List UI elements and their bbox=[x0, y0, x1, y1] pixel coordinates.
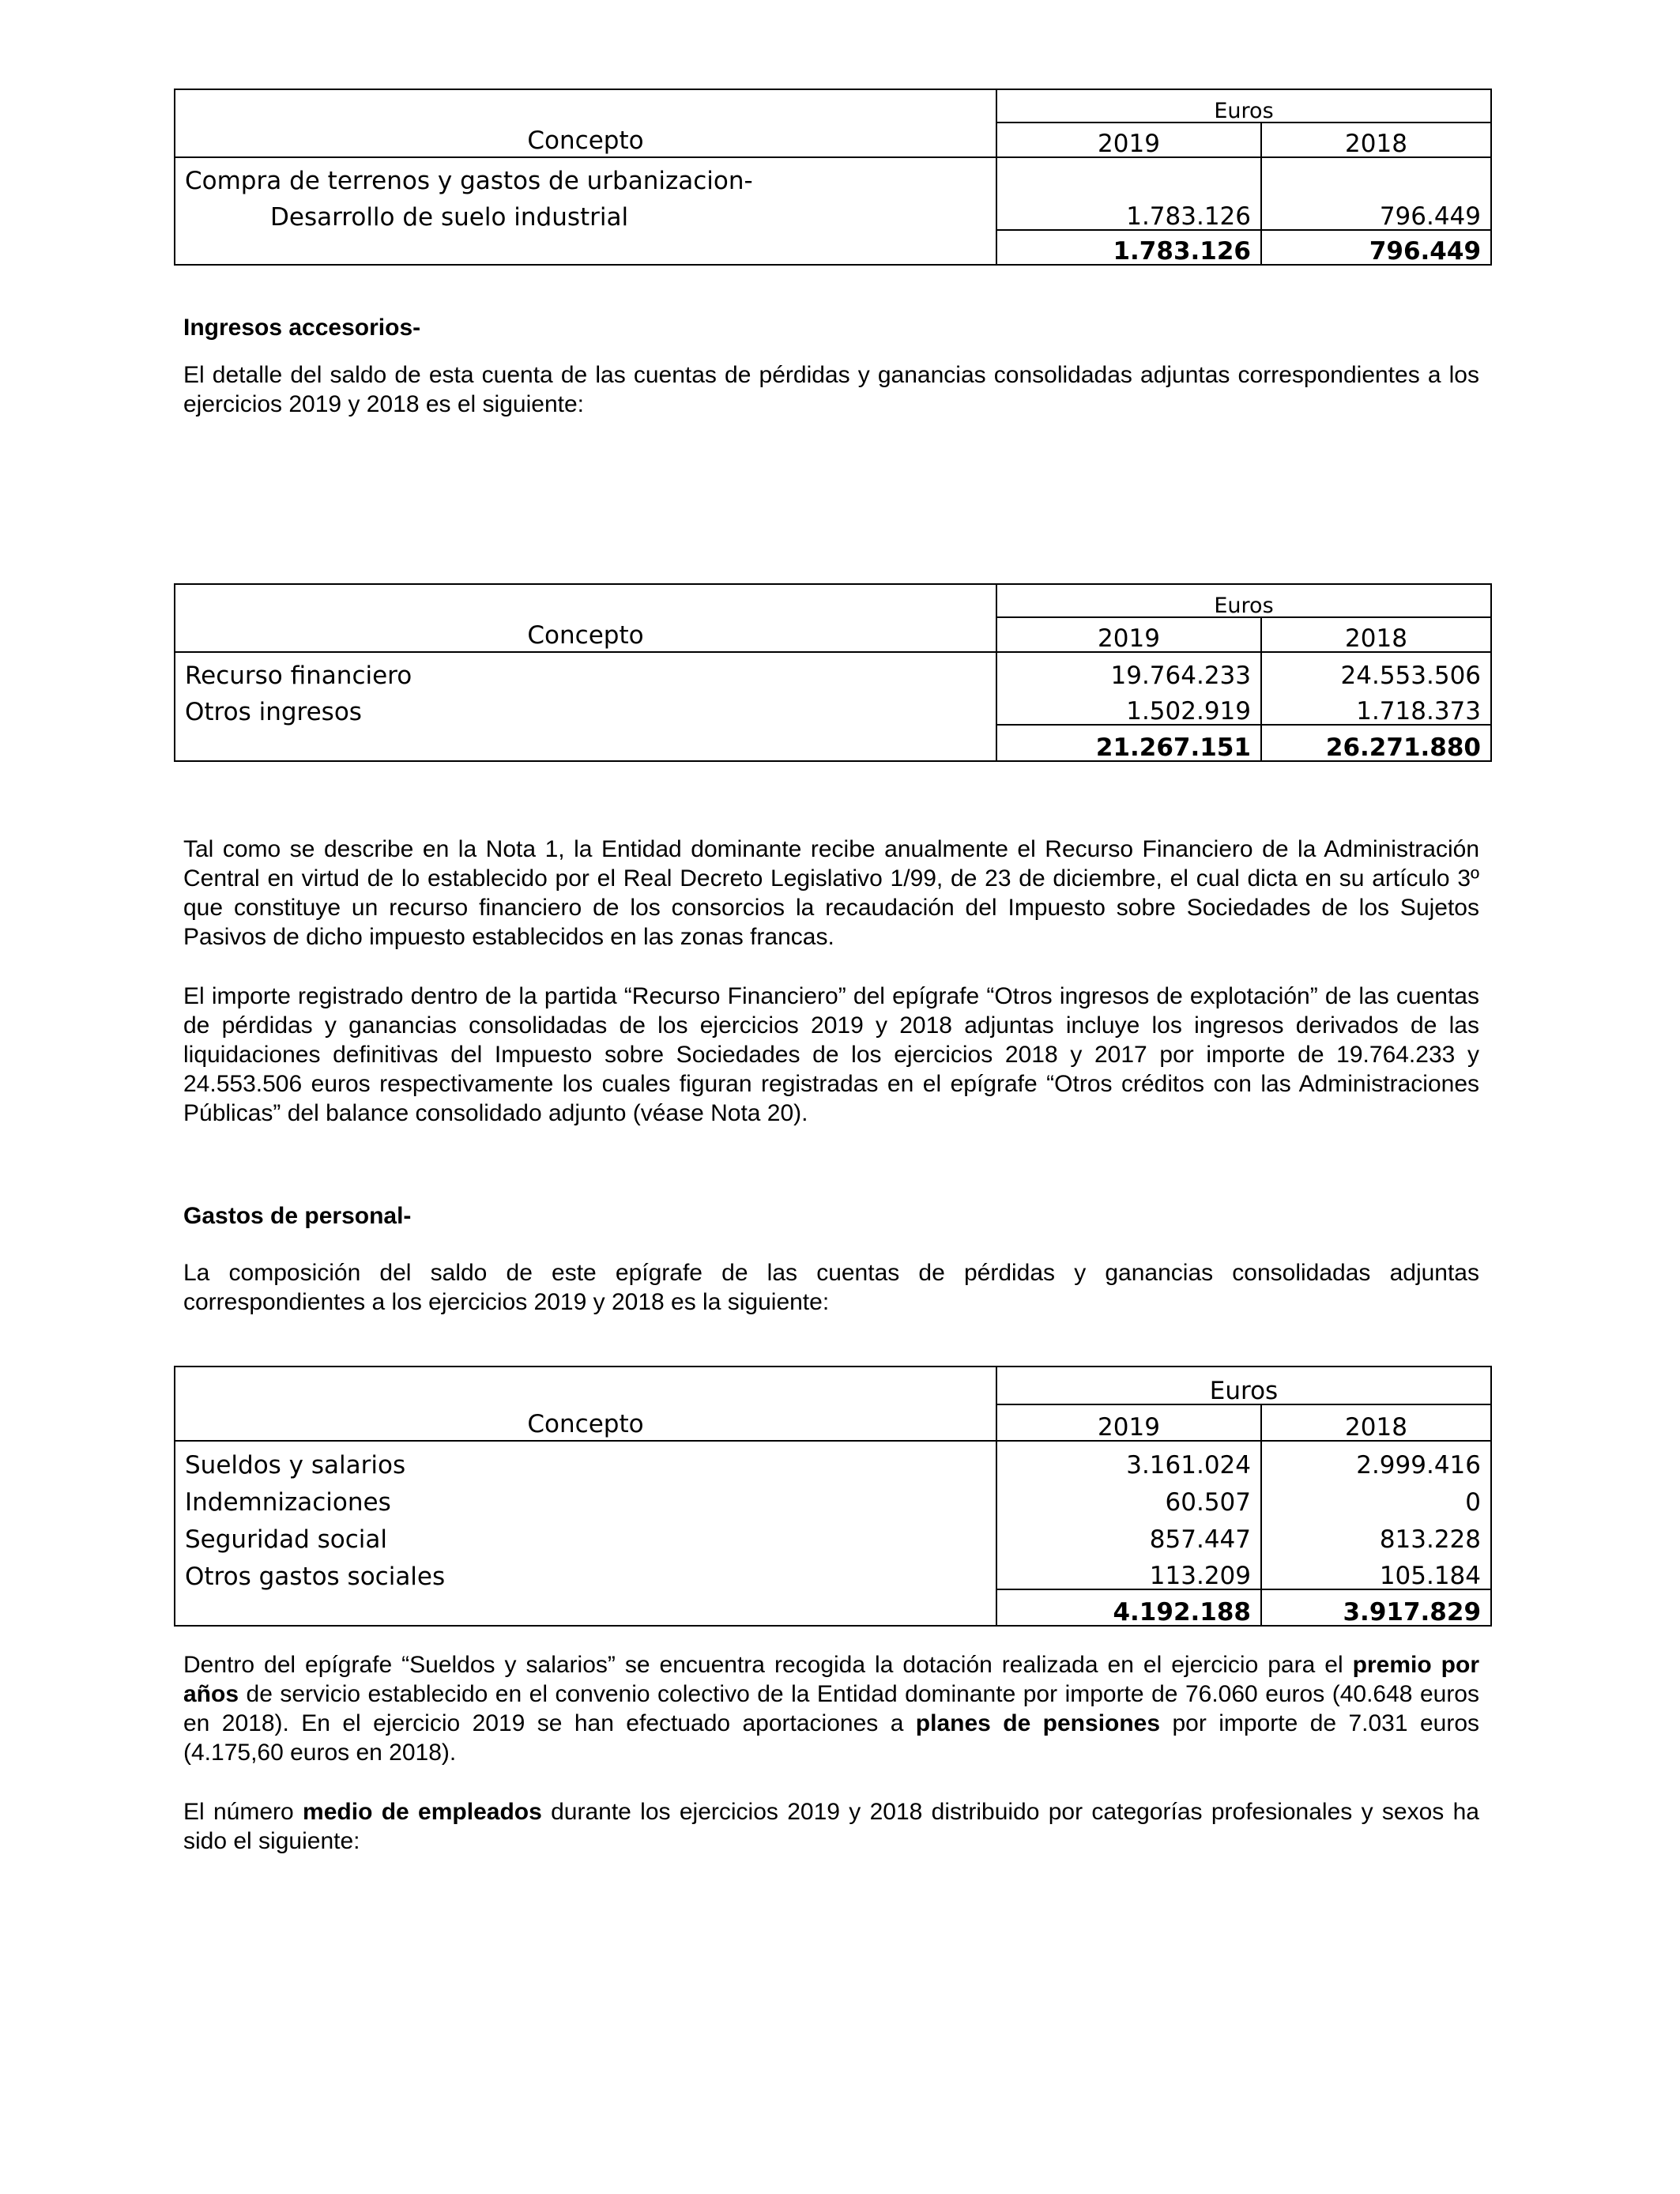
total-2018: 3.917.829 bbox=[1261, 1589, 1491, 1626]
row-value-2018: 2.999.416 bbox=[1261, 1441, 1491, 1478]
ingresos-intro: El detalle del saldo de esta cuenta de las cuentas de pérdidas y ganancias consolidadas adjuntas correspondientes a los ejercicios 2019 y 2018 es el siguiente: bbox=[183, 362, 1479, 417]
table-row bbox=[175, 652, 1491, 688]
sueldos-paragraph bbox=[183, 1650, 1479, 1767]
sueldos-bold-2: planes de pensiones bbox=[915, 1710, 1161, 1736]
concepto-header: Concepto bbox=[175, 584, 996, 652]
total-2018: 26.271.880 bbox=[1261, 725, 1491, 761]
sueldos-text-2: de servicio establecido en el convenio colectivo de la Entidad dominante por importe de 76.060 euros (40.648 euros en 2018). En el ejercicio 2019 se han efectuado aportaciones a bbox=[183, 1681, 1479, 1736]
row-value-2018: 0 bbox=[1261, 1478, 1491, 1515]
table-row bbox=[175, 194, 1491, 230]
row-label: Recurso financiero bbox=[175, 652, 996, 688]
personal-heading: Gastos de personal- bbox=[183, 1203, 412, 1229]
concepto-header: Concepto bbox=[175, 1367, 996, 1441]
row-label: Otros ingresos bbox=[175, 688, 996, 725]
table-row bbox=[175, 688, 1491, 725]
row-label: Sueldos y salarios bbox=[175, 1441, 996, 1478]
year-2018-header: 2018 bbox=[1261, 1404, 1491, 1441]
table-row bbox=[175, 1441, 1491, 1478]
row-group-label: Compra de terrenos y gastos de urbanizacion- bbox=[175, 157, 996, 194]
euros-header: Euros bbox=[996, 584, 1491, 617]
sueldos-text-1: Dentro del epígrafe “Sueldos y salarios” se encuentra recogida la dotación realizada en el ejercicio para el bbox=[183, 1652, 1353, 1678]
row-value-2018: 1.718.373 bbox=[1261, 688, 1491, 725]
total-row bbox=[175, 725, 1491, 761]
terrenos-table bbox=[174, 89, 1492, 266]
importe-paragraph: El importe registrado dentro de la partida “Recurso Financiero” del epígrafe “Otros ingresos de explotación” de las cuentas de pérdidas y ganancias consolidadas de los ejercicios 2019 y 2018 adjuntas incluye los ingresos derivados de las liquidaciones definitivas del Impuesto sobre Sociedades de los ejercicios 2018 y 2017 por importe de 19.764.233 y 24.553.506 euros respectivamente los cuales figuran registradas en el epígrafe “Otros créditos con las Administraciones Públicas” del balance consolidado adjunto (véase Nota 20). bbox=[183, 983, 1479, 1126]
total-row bbox=[175, 230, 1491, 265]
row-value-2019: 19.764.233 bbox=[996, 652, 1261, 688]
total-2019: 4.192.188 bbox=[996, 1589, 1261, 1626]
nota1-paragraph: Tal como se describe en la Nota 1, la Entidad dominante recibe anualmente el Recurso Financiero de la Administración Central en virtud de lo establecido por el Real Decreto Legislativo 1/99, de 23 de diciembre, el cual dicta en su artículo 3º que constituye un recurso financiero de los consorcios la recaudación del Impuesto sobre Sociedades de los Sujetos Pasivos de dicho impuesto establecidos en las zonas francas. bbox=[183, 836, 1479, 950]
row-label: Seguridad social bbox=[175, 1515, 996, 1552]
row-label: Otros gastos sociales bbox=[175, 1552, 996, 1589]
row-value-2019: 60.507 bbox=[996, 1478, 1261, 1515]
ingresos-heading: Ingresos accesorios- bbox=[183, 315, 421, 341]
ingresos-table bbox=[174, 583, 1492, 762]
row-value-2018: 24.553.506 bbox=[1261, 652, 1491, 688]
personal-table bbox=[174, 1366, 1492, 1627]
year-2018-header: 2018 bbox=[1261, 617, 1491, 652]
row-value-2019: 1.502.919 bbox=[996, 688, 1261, 725]
row-value-2019: 857.447 bbox=[996, 1515, 1261, 1552]
row-label: Desarrollo de suelo industrial bbox=[175, 194, 996, 230]
year-2019-header: 2019 bbox=[996, 617, 1261, 652]
row-value-2019: 3.161.024 bbox=[996, 1441, 1261, 1478]
empleados-paragraph bbox=[183, 1797, 1479, 1856]
total-2018: 796.449 bbox=[1261, 230, 1491, 265]
table-row bbox=[175, 1515, 1491, 1552]
empleados-text-1: El número bbox=[183, 1799, 303, 1825]
row-value-2018: 813.228 bbox=[1261, 1515, 1491, 1552]
concepto-header: Concepto bbox=[175, 89, 996, 157]
euros-header: Euros bbox=[996, 1367, 1491, 1404]
table-row bbox=[175, 1478, 1491, 1515]
total-2019: 21.267.151 bbox=[996, 725, 1261, 761]
personal-intro: La composición del saldo de este epígrafe de las cuentas de pérdidas y ganancias consolidadas adjuntas correspondientes a los ejercicios 2019 y 2018 es la siguiente: bbox=[183, 1260, 1479, 1315]
total-row bbox=[175, 1589, 1491, 1626]
row-label: Indemnizaciones bbox=[175, 1478, 996, 1515]
row-value-2018: 105.184 bbox=[1261, 1552, 1491, 1589]
row-value-2019: 113.209 bbox=[996, 1552, 1261, 1589]
total-2019: 1.783.126 bbox=[996, 230, 1261, 265]
empleados-text-2: durante los ejercicios 2019 y 2018 distribuido por categorías profesionales y sexos ha sido el siguiente: bbox=[183, 1799, 1479, 1854]
row-value-2018: 796.449 bbox=[1261, 194, 1491, 230]
sueldos-text-3: por importe de 7.031 euros (4.175,60 euros en 2018). bbox=[183, 1710, 1480, 1766]
euros-header: Euros bbox=[996, 89, 1491, 123]
year-2018-header: 2018 bbox=[1261, 123, 1491, 157]
row-value-2019: 1.783.126 bbox=[996, 194, 1261, 230]
year-2019-header: 2019 bbox=[996, 1404, 1261, 1441]
year-2019-header: 2019 bbox=[996, 123, 1261, 157]
sueldos-bold-1: premio por años bbox=[183, 1652, 1479, 1707]
empleados-bold-1: medio de empleados bbox=[303, 1799, 542, 1825]
table-row bbox=[175, 1552, 1491, 1589]
